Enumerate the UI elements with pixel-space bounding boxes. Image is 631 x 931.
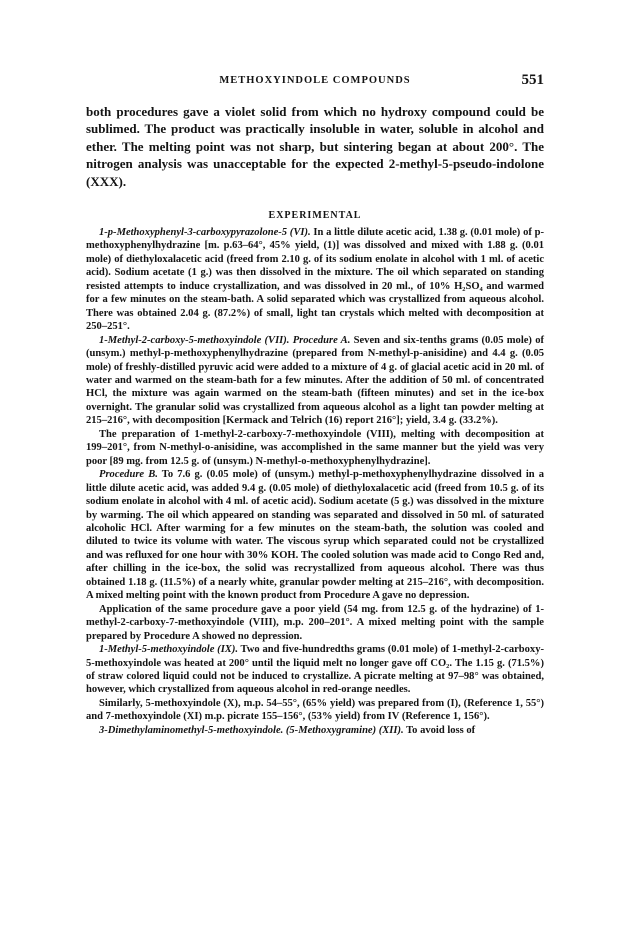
- paragraph-title: Procedure B.: [99, 469, 158, 481]
- paragraph-text: Similarly, 5-methoxyindole (X), m.p. 54–55°, (65% yield) was prepared from (I), (Reference 1, 55°) and 7-methoxyindole (XI) m.p. picrate 155–156°, (53% yield) from IV (Reference 1, 156°).: [86, 697, 544, 723]
- page-number: 551: [521, 72, 544, 88]
- lead-paragraph-block: [86, 103, 544, 190]
- paragraph-procedure-b: [86, 468, 544, 603]
- paragraph-title: 1-p-Methoxyphenyl-3-carboxypyrazolone-5 (VI).: [99, 227, 311, 238]
- paragraph-text: The preparation of 1-methyl-2-carboxy-7-methoxyindole (VIII), melting with decomposition at 199–201°, from N-methyl-o-anisidine, was accomplished in the same manner but the yield was very poor [89 mg. from 12.5 g. of (unsym.) N-methyl-o-methoxyphenylhydrazine].: [86, 428, 544, 467]
- paragraph-7-methoxy-preparation: [86, 428, 544, 468]
- paragraph-application: [86, 603, 544, 643]
- experimental-body: [86, 226, 544, 737]
- paragraph-procedure-a: [86, 334, 544, 428]
- paragraph-title: 3-Dimethylaminomethyl-5-methoxyindole. (5-Methoxygramine) (XII).: [99, 724, 404, 736]
- paragraph-text: Application of the same procedure gave a poor yield (54 mg. from 12.5 g. of the hydrazine) of 1-methyl-2-carboxy-7-methoxyindole (VIII), m.p. 200–201°. A mixed melting point with the sample prepared by Procedure A showed no depression.: [86, 603, 544, 642]
- paragraph-similarly: [86, 697, 544, 724]
- paragraph-methylmethoxyindole: [86, 643, 544, 697]
- paragraph-text: Two and five-hundredths grams (0.01 mole) of 1-methyl-2-carboxy-5-methoxyindole was heated at 200° until the liquid melt no longer gave off CO₂. The 1.15 g. (71.5%) of straw colored liquid could not be induced to crystallize. A picrate melting at 97–98° was obtained, however, which crystallized from aqueous alcohol in red-orange needles.: [86, 644, 544, 696]
- section-heading: EXPERIMENTAL: [268, 210, 362, 221]
- paragraph-text: In a little dilute acetic acid, 1.38 g. (0.01 mole) of p-methoxyphenylhydrazine [m. p.63–64°, 45% yield, (1)] was dissolved and mixed with 1.88 g. (0.01 mole) of diethyloxalacetic acid (freed from 2.10 g. of its sodium enolate in alcohol with 1 ml. of acetic acid). Sodium acetate (1 g.) was then dissolved in the mixture. The oil which separated on standing resisted attempts to induce crystallization, and was dissolved in 20 ml., of 10% H₂SO₄ and warmed for a few minutes on the steam-bath. A solid separated which was crystallized from aqueous alcohol. There was obtained 2.04 g. (87.2%) of small, light tan crystals which melted with decomposition at 250–251°.: [86, 227, 544, 333]
- paragraph-title: 1-Methyl-2-carboxy-5-methoxyindole (VII). Procedure A.: [99, 334, 351, 346]
- lead-paragraph: both procedures gave a violet solid from which no hydroxy compound could be sublimed. The product was practically insoluble in water, soluble in alcohol and ether. The melting point was not sharp, but sintering began at about 200°. The nitrogen analysis was unacceptable for the expected 2-methyl-5-pseudo-indolone (XXX).: [86, 104, 544, 189]
- paragraph-pyrazolone: [86, 226, 544, 334]
- paragraph-text: To 7.6 g. (0.05 mole) of (unsym.) methyl-p-methoxyphenylhydrazine dissolved in a little dilute acetic acid, was added 9.4 g. (0.05 mole) of diethyloxalacetic acid (freed from 10.5 g. of its sodium enolate in alcohol with 4 ml. of acetic acid). Sodium acetate (5 g.) was dissolved in the mixture by warming. The oil which appeared on standing was separated and dissolved in 50 ml. of saturated alcoholic HCl. After warming for a few minutes on the steam-bath, the solution was cooled and diluted to twice its volume with water. The viscous syrup which separated could not be crystallized and was refluxed for one hour with 30% KOH. The cooled solution was made acid to Congo Red and, after chilling in the ice-box, the solid was recrystallized from aqueous alcohol. There was thus obtained 1.18 g. (11.5%) of a nearly white, granular powder melting at 215–216°, with decomposition. A mixed melting point with the known product from Procedure A gave no depression.: [86, 469, 545, 602]
- paragraph-text: Seven and six-tenths grams (0.05 mole) of (unsym.) methyl-p-methoxyphenylhydrazine (prepared from N-methyl-p-anisidine) and 4.4 g. (0.05 mole) of freshly-distilled pyruvic acid were added to a mixture of 4 g. of glacial acetic acid in 20 ml. of water and warmed on the steam-bath for a few minutes. After the addition of 50 ml. of concentrated HCl, the mixture was again warmed on the steam-bath (fifteen minutes) and set in the ice-box overnight. The granular solid was crystallized from aqueous alcohol as a light tan powder melting at 215–216°, with decomposition [Kermack and Telrich (16) report 216°]; yield, 3.4 g. (33.2%).: [86, 334, 544, 427]
- paragraph-title: 1-Methyl-5-methoxyindole (IX).: [99, 644, 238, 656]
- paragraph-gramine: [86, 724, 544, 737]
- page-header: [86, 72, 544, 92]
- running-head: METHOXYINDOLE COMPOUNDS: [219, 75, 411, 86]
- paragraph-text: To avoid loss of: [403, 724, 476, 736]
